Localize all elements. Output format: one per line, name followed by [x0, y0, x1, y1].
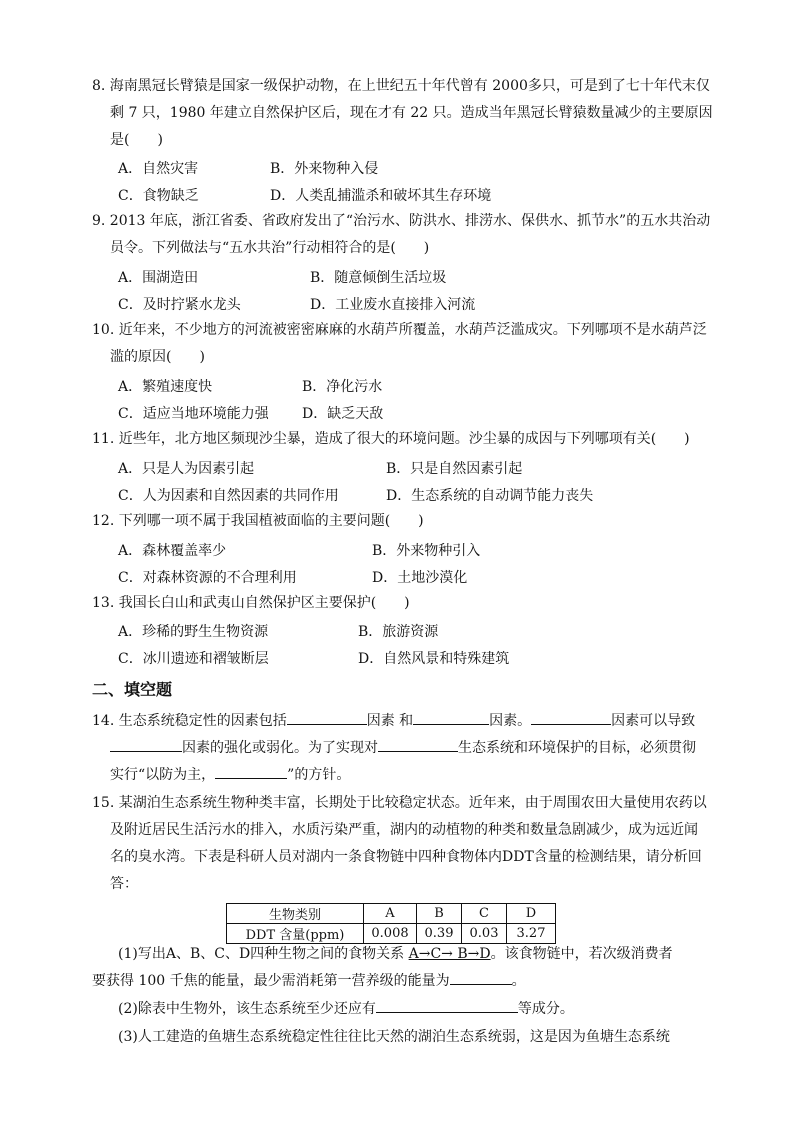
blank-7[interactable]: [450, 970, 512, 985]
question-8-option-d: D．人类乱捕滥杀和破坏其生存环境: [270, 188, 492, 204]
question-10-option-b: B．净化污水: [302, 379, 383, 395]
question-14-text-1b: 因素 和: [366, 713, 414, 729]
question-15-line-3: 名的臭水湾。下表是科研人员对湖内一条食物链中四种食物体内DDT含量的检测结果，请分析回: [110, 849, 702, 865]
question-15-sub-1-text-c: 要获得 100 千焦的能量，最少需消耗第一营养级的能量为: [92, 973, 450, 989]
section-heading-fill-in: 二、填空题: [92, 680, 173, 699]
table-header-cell: D: [507, 904, 556, 924]
question-15-sub-1-text-a: (1)写出A、B、C、D四种生物之间的食物关系: [118, 946, 409, 962]
blank-1[interactable]: [287, 710, 367, 725]
question-8-option-b: B．外来物种入侵: [270, 161, 379, 177]
question-14-text-2a: 因素的强化或弱化。为了实现对: [182, 740, 378, 756]
food-chain-answer: A→C→ B→D: [408, 946, 491, 962]
question-13-line-1: 13. 我国长白山和武夷山自然保护区主要保护( ): [92, 595, 410, 611]
table-header-cell: B: [417, 904, 462, 924]
question-9-line-2: 员令。下列做法与“五水共治”行动相符合的是( ): [110, 240, 430, 256]
question-10-line-2: 滥的原因( ): [110, 349, 205, 365]
question-15-sub-1-text-b: 。该食物链中，若次级消费者: [490, 946, 673, 962]
question-12-option-d: D．土地沙漠化: [372, 570, 468, 586]
question-14-line-1: [92, 708, 695, 734]
question-12-line-1: 12. 下列哪一项不属于我国植被面临的主要问题( ): [92, 513, 424, 529]
question-15-line-1: 15. 某湖泊生态系统生物种类丰富，长期处于比较稳定状态。近年来，由于周围农田大量使用农药以: [92, 795, 707, 811]
table-header-row: [227, 904, 556, 924]
question-11-option-a: A．只是人为因素引起: [118, 461, 255, 477]
question-10-option-a: A．繁殖速度快: [118, 379, 213, 395]
question-12-option-b: B．外来物种引入: [372, 543, 481, 559]
question-14-line-2: [110, 735, 696, 761]
question-15-line-4: 答：: [110, 876, 138, 892]
blank-8[interactable]: [376, 998, 518, 1013]
question-14-text-1c: 因素。: [489, 713, 532, 729]
question-11-line-1: 11. 近些年，北方地区频现沙尘暴，造成了很大的环境问题。沙尘暴的成因与下列哪项有关( ): [92, 431, 690, 447]
blank-5[interactable]: [378, 737, 458, 752]
question-15-sub-2-text-a: (2)除表中生物外，该生态系统至少还应有: [118, 1001, 376, 1017]
question-9-option-c: C．及时拧紧水龙头: [118, 297, 241, 313]
question-12-option-c: C．对森林资源的不合理利用: [118, 570, 297, 586]
table-header-cell: A: [364, 904, 417, 924]
question-15-line-2: 及附近居民生活污水的排入，水质污染严重，湖内的动植物的种类和数量急剧减少，成为远近闻: [110, 822, 698, 838]
blank-4[interactable]: [110, 737, 182, 752]
table-header-cell: C: [462, 904, 507, 924]
question-14-text-2b: 生态系统和环境保护的目标，必须贯彻: [458, 740, 696, 756]
table-cell: 0.03: [462, 924, 507, 944]
question-13-option-d: D．自然风景和特殊建筑: [358, 651, 510, 667]
question-15-sub-1-text-d: 。: [511, 973, 526, 989]
table-header-cell: 生物类别: [227, 904, 364, 924]
question-10-option-c: C．适应当地环境能力强: [118, 406, 269, 422]
question-15-sub-2: [118, 996, 574, 1022]
question-14-text-3b: ”的方针。: [287, 767, 351, 783]
question-14-text-1d: 因素可以导致: [611, 713, 696, 729]
question-13-option-c: C．冰川遗迹和褶皱断层: [118, 651, 269, 667]
blank-2[interactable]: [413, 710, 489, 725]
question-14-text-3a: 实行“以防为主，: [110, 767, 216, 783]
question-14-text-1a: 14. 生态系统稳定性的因素包括: [92, 713, 287, 729]
question-9-option-d: D．工业废水直接排入河流: [310, 297, 476, 313]
question-15-sub-3: (3)人工建造的鱼塘生态系统稳定性往往比天然的湖泊生态系统弱，这是因为鱼塘生态系统: [118, 1029, 670, 1045]
blank-3[interactable]: [531, 710, 611, 725]
question-10-option-d: D．缺乏天敌: [302, 406, 384, 422]
ddt-table: [226, 903, 556, 944]
question-14-line-3: [110, 762, 350, 788]
question-8-line-1: 8. 海南黑冠长臂猿是国家一级保护动物，在上世纪五十年代曾有 2000多只，可是到了七十年代末仅: [92, 78, 710, 94]
question-8-line-2: 剩 7 只，1980 年建立自然保护区后，现在才有 22 只。造成当年黑冠长臂猿数量减少的主要原因: [110, 105, 713, 121]
question-15-sub-2-text-b: 等成分。: [517, 1001, 574, 1017]
table-cell: DDT 含量(ppm): [227, 924, 364, 944]
question-8-option-c: C．食物缺乏: [118, 188, 199, 204]
question-11-option-b: B．只是自然因素引起: [386, 461, 523, 477]
question-15-sub-1-line-2: [92, 968, 526, 994]
question-9-line-1: 9. 2013 年底，浙江省委、省政府发出了“治污水、防洪水、排涝水、保供水、抓节水”的五水共治动: [92, 213, 711, 229]
question-8-option-a: A．自然灾害: [118, 161, 199, 177]
question-11-option-d: D．生态系统的自动调节能力丧失: [386, 488, 594, 504]
question-11-option-c: C．人为因素和自然因素的共同作用: [118, 488, 339, 504]
question-13-option-b: B．旅游资源: [358, 624, 439, 640]
table-cell: 0.39: [417, 924, 462, 944]
question-8-line-3: 是( ): [110, 132, 163, 148]
question-15-sub-1-line-1: [118, 941, 673, 967]
question-13-option-a: A．珍稀的野生生物资源: [118, 624, 269, 640]
blank-6[interactable]: [215, 764, 287, 779]
question-9-option-a: A．围湖造田: [118, 270, 199, 286]
table-cell: 3.27: [507, 924, 556, 944]
question-9-option-b: B．随意倾倒生活垃圾: [310, 270, 447, 286]
question-12-option-a: A．森林覆盖率少: [118, 543, 227, 559]
question-10-line-1: 10. 近年来，不少地方的河流被密密麻麻的水葫芦所覆盖，水葫芦泛滥成灾。下列哪项不是水葫芦泛: [92, 322, 707, 338]
table-cell: 0.008: [364, 924, 417, 944]
